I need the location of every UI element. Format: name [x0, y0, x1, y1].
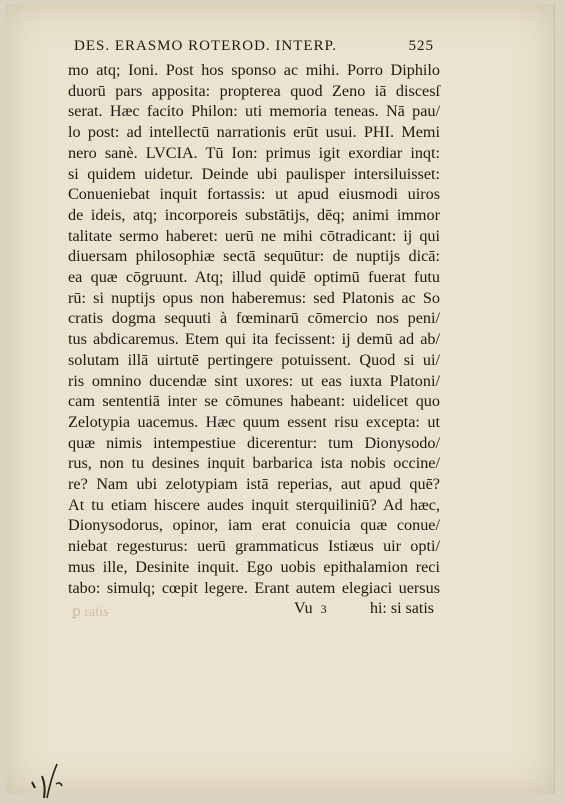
text-line: mo atq; Ioni. Post hos sponso ac mihi. Porro Diphilo: [68, 61, 440, 79]
text-line: niebat regesturus: uerū grammaticus Istiæus uir opti/: [68, 537, 440, 556]
text-line: rus, non tu desines inquit barbarica ista nobis occine/: [68, 454, 440, 473]
text-line: serat. Hæc facito Philon: uti memoria teneas. Nā pau/: [68, 102, 440, 121]
running-title: DES. ERASMO ROTEROD. INTERP.: [74, 38, 338, 54]
text-line: Conueniebat inquit fortassis: ut apud eiusmodi uiros: [68, 185, 440, 204]
text-line: nero sanè. LVCIA. Tū Ion: primus igit exordiar inqt:: [68, 143, 440, 162]
text-line: ris omnino ducendæ sint uxores: ut eas iuxta Platoni/: [68, 371, 440, 390]
text-line: cam sententiā inter se cōmunes habeant: uidelicet quo: [68, 392, 440, 411]
text-line: quæ nimis intempestiue dicerentur: tum Dionysodo/: [68, 433, 440, 452]
text-line: Zelotypia uacemus. Hæc quum essent risu excepta: ut: [68, 412, 440, 431]
text-line: ea quæ cōgruunt. Atq; illud quidē optimū fuerat futu: [68, 268, 440, 287]
page-number: 525: [408, 38, 434, 54]
text-line: mus ille, Desinite inquit. Ego uobis epithalamion reci: [68, 557, 440, 576]
text-line: si quidem uidetur. Deinde ubi paulisper intersiluisset:: [68, 164, 440, 183]
show-through-text: ꝑ ratis: [72, 605, 109, 620]
handwritten-margin-mark-icon: [12, 744, 82, 804]
text-line: re? Nam ubi zelotypiam istā reperias, aut apud quē?: [68, 475, 440, 494]
signature-line: [294, 600, 434, 618]
text-line: Dionysodorus, opinor, iam erat conuicia quæ conue/: [68, 516, 440, 535]
text-line: At tu etiam hiscere audes inquit sterquiliniū? Ad hæc,: [68, 495, 440, 514]
signature-mark: Vu 3: [294, 600, 327, 617]
text-line: de ideis, atq; incorporeis substātijs, dēq; animi immor: [68, 205, 440, 224]
text-line: lo post: ad intellectū narrationis erūt usui. PHI. Memi: [68, 123, 440, 142]
text-line: duorū pars apposita: propterea quod Zeno iā discesſ: [68, 81, 440, 100]
running-header: [74, 38, 434, 55]
text-line: tus abdicaremus. Etem qui ita fecissent: ij demū ad ab/: [68, 330, 440, 349]
catchword: hi: si satis: [369, 600, 434, 617]
book-page: [6, 4, 555, 794]
text-body: [68, 60, 440, 598]
text-line: rū: si nuptijs opus non haberemus: sed Platonis ac So: [68, 288, 440, 307]
text-line: solutam illā uirtutē pertingere potuissent. Quod si ui/: [68, 350, 440, 369]
text-line: talitate sermo haberet: uerū ne mihi cōtradicant: ij qui: [68, 226, 440, 245]
text-line: cratis dogma sequuti à fœminarū cōmercio nos peni/: [68, 309, 440, 328]
text-line: tabo: simulq; cœpit legere. Erant autem elegiaci uersus: [68, 578, 440, 597]
text-line: diuersam philosophiæ sectā sequūtur: de nuptijs dicā:: [68, 247, 440, 266]
